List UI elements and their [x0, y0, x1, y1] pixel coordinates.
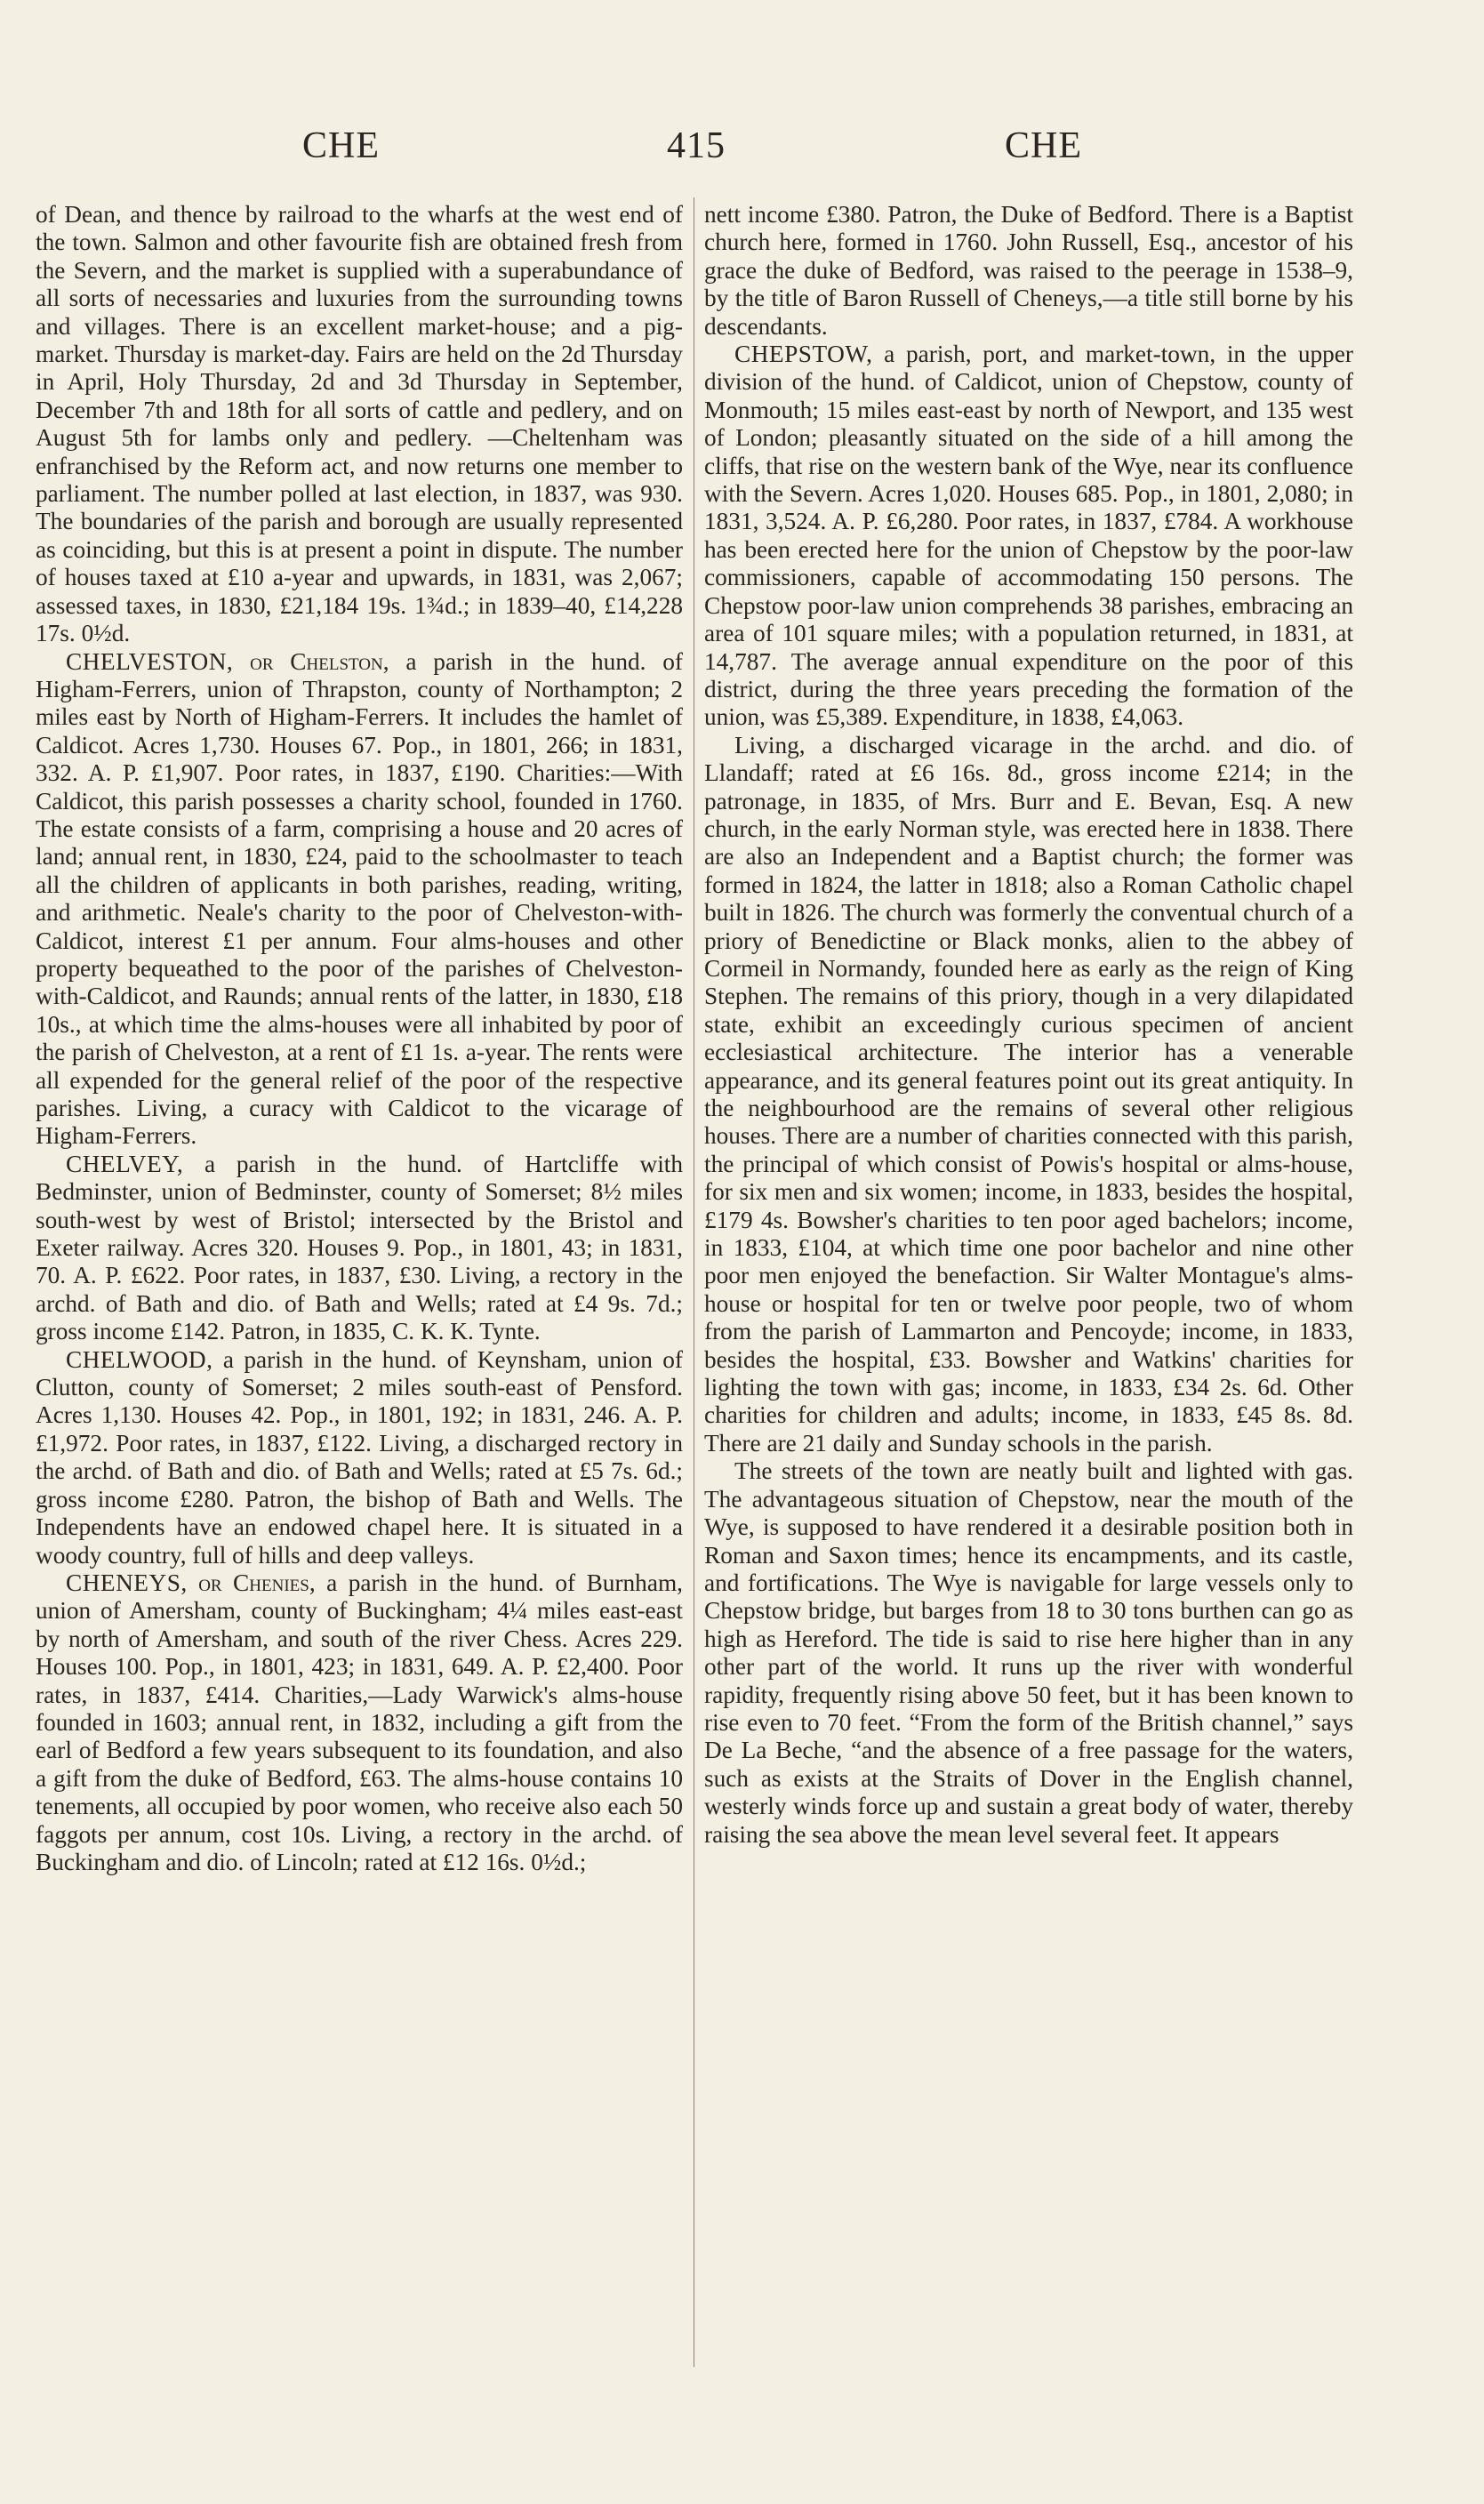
- entry-text: of Dean, and thence by railroad to the wharfs at the west end of the town. Salmon and other favourite fish are obtained fresh from the Severn, and the market is supplied with a superabundance of all sorts of necessaries and luxuries from the surrounding towns and villages. There is an excellent market-house; and a pig-market. Thursday is market-day. Fairs are held on the 2d Thursday in April, Holy Thursday, 2d and 3d Thursday in September, December 7th and 18th for all sorts of cattle and pedlery, and on August 5th for lambs only and pedlery. —Cheltenham was enfranchised by the Reform act, and now returns one member to parliament. The number polled at last election, in 1837, was 930. The boundaries of the parish and borough are usually represented as coinciding, but this is at present a point in dispute. The number of houses taxed at £10 a-year and upwards, in 1831, was 2,067; assessed taxes, in 1830, £21,184 19s. 1¾d.; in 1839–40, £14,228 17s. 0½d.: [36, 201, 683, 647]
- entry-text: a parish in the hund. of Higham-Ferrers, union of Thrapston, county of Northampton; 2 miles east by North of Higham-Ferrers. It includes the hamlet of Caldicot. Acres 1,730. Houses 67. Pop., in 1801, 266; in 1831, 332. A. P. £1,907. Poor rates, in 1837, £190. Charities:—With Caldicot, this parish possesses a charity school, founded in 1760. The estate consists of a farm, comprising a house and 20 acres of land; annual rent, in 1830, £24, paid to the schoolmaster to teach all the children of applicants in both parishes, reading, writing, and arithmetic. Neale's charity to the poor of Chelveston-with-Caldicot, interest £1 per annum. Four alms-houses and other property bequeathed to the poor of the parishes of Chelveston-with-Caldicot, and Raunds; annual rents of the latter, in 1830, £18 10s., at which time the alms-houses were all inhabited by poor of the parish of Chelveston, at a rent of £1 1s. a-year. The rents were all expended for the general relief of the poor of the respective parishes. Living, a curacy with Caldicot to the vicarage of Higham-Ferrers.: [36, 647, 684, 1150]
- entry-headword: CHENEYS,: [66, 1569, 188, 1596]
- entry-text: a parish, port, and market-town, in the upper division of the hund. of Caldicot, union of Chepstow, county of Monmouth; 15 miles east-east by north of Newport, and 135 west of London; pleasantly situated on the side of a hill among the cliffs, that rise on the western bank of the Wye, near its confluence with the Severn. Acres 1,020. Houses 685. Pop., in 1801, 2,080; in 1831, 3,524. A. P. £6,280. Poor rates, in 1837, £784. A workhouse has been erected here for the union of Chepstow by the poor-law commissioners, capable of accommodating 150 persons. The Chepstow poor-law union comprehends 38 parishes, embracing an area of 101 square miles; with a population returned, in 1831, at 14,787. The average annual expenditure on the poor of this district, during the three years preceding the formation of the union, was £5,389. Expenditure, in 1838, £4,063.: [704, 341, 1354, 731]
- paragraph: [704, 201, 1353, 341]
- left-column: [36, 201, 683, 1876]
- page-number: 415: [667, 125, 726, 166]
- entry-text: a parish in the hund. of Keynsham, union of Clutton, county of Somerset; 2 miles south-east of Pensford. Acres 1,130. Houses 42. Pop., in 1801, 192; in 1831, 246. A. P. £1,972. Poor rates, in 1837, £122. Living, a discharged rectory in the archd. of Bath and dio. of Bath and Wells; rated at £5 7s. 6d.; gross income £280. Patron, the bishop of Bath and Wells. The Independents have an endowed chapel here. It is situated in a woody country, full of hills and deep valleys.: [36, 1345, 683, 1569]
- entry-headword: CHEPSTOW,: [734, 341, 873, 368]
- entry-headword: CHELWOOD,: [66, 1345, 213, 1373]
- header-right-guide-word: CHE: [1005, 125, 1082, 166]
- gazetteer-entry: [36, 1346, 683, 1569]
- entry-alternate-name: or Chenies,: [198, 1569, 316, 1596]
- running-header: [53, 124, 1369, 178]
- entry-text: nett income £380. Patron, the Duke of Bedford. There is a Baptist church here, formed in 1760. John Russell, Esq., ancestor of his grace the duke of Bedford, was raised to the peerage in 1538–9, by the title of Baron Russell of Cheneys,—a title still borne by his descendants.: [704, 201, 1353, 340]
- entry-alternate-name: or Chelston,: [250, 647, 389, 675]
- paragraph: [36, 201, 683, 648]
- gazetteer-entry: [36, 1151, 683, 1346]
- paragraph: [704, 732, 1353, 1458]
- entry-text: a parish in the hund. of Burnham, union of Amersham, county of Buckingham; 4¼ miles east-east by north of Amersham, and south of the river Chess. Acres 229. Houses 100. Pop., in 1801, 423; in 1831, 649. A. P. £2,400. Poor rates, in 1837, £414. Charities,—Lady Warwick's alms-house founded in 1603; annual rent, in 1832, including a gift from the earl of Bedford a few years subsequent to its foundation, and also a gift from the duke of Bedford, £63. The alms-house contains 10 tenements, all occupied by poor women, who receive also each 50 faggots per annum, cost 10s. Living, a rectory in the archd. of Buckingham and dio. of Lincoln; rated at £12 16s. 0½d.;: [36, 1569, 683, 1875]
- entry-text: The streets of the town are neatly built and lighted with gas. The advantageous situation of Chepstow, near the mouth of the Wye, is supposed to have rendered it a desirable position both in Roman and Saxon times; hence its encampments, and its castle, and fortifications. The Wye is navigable for large vessels only to Chepstow bridge, but barges from 18 to 30 tons burthen can go as high as Hereford. The tide is said to rise here higher than in any other part of the world. It runs up the river with wonderful rapidity, frequently rising above 50 feet, but it has been known to rise even to 70 feet. “From the form of the British channel,” says De La Beche, “and the absence of a free passage for the waters, such as exists at the Straits of Dover in the English channel, westerly winds force up and sustain a great body of water, thereby raising the sea above the mean level several feet. It appears: [704, 1457, 1353, 1848]
- entry-headword: CHELVESTON,: [66, 647, 234, 675]
- entry-headword: CHELVEY,: [66, 1150, 184, 1177]
- right-column: [704, 201, 1353, 1849]
- gazetteer-entry: [704, 341, 1353, 732]
- paragraph: [704, 1457, 1353, 1849]
- entry-text: Living, a discharged vicarage in the archd. and dio. of Llandaff; rated at £6 16s. 8d., gross income £214; in the patronage, in 1835, of Mrs. Burr and E. Bevan, Esq. A new church, in the early Norman style, was erected here in 1838. There are also an Independent and a Baptist church; the former was formed in 1824, the latter in 1818; also a Roman Catholic chapel built in 1826. The church was formerly the conventual church of a priory of Benedictine or Black monks, alien to the abbey of Cormeil in Normandy, founded here as early as the reign of King Stephen. The remains of this priory, though in a very dilapidated state, exhibit an exceedingly curious specimen of ancient ecclesiastical architecture. The interior has a venerable appearance, and its general features point out its great antiquity. In the neighbourhood are the remains of several other religious houses. There are a number of charities connected with this parish, the principal of which consist of Powis's hospital or alms-house, for six men and six women; income, in 1833, besides the hospital, £179 4s. Bowsher's charities to ten poor aged bachelors; income, in 1833, £104, at which time one poor bachelor and nine other poor men enjoyed the benefaction. Sir Walter Montague's alms-house or hospital for ten or twelve poor people, two of whom from the parish of Lammarton and Pencoyde; income, in 1833, besides the hospital, £33. Bowsher and Watkins' charities for lighting the town with gas; income, in 1833, £34 2s. 6d. Other charities for children and adults; income, in 1833, £45 8s. 8d. There are 21 daily and Sunday schools in the parish.: [704, 731, 1353, 1457]
- header-left-guide-word: CHE: [302, 125, 380, 166]
- gazetteer-entry: [36, 1569, 683, 1876]
- entry-text: a parish in the hund. of Hartcliffe with Bedminster, union of Bedminster, county of Somerset; 8½ miles south-west by west of Bristol; intersected by the Bristol and Exeter railway. Acres 320. Houses 9. Pop., in 1801, 43; in 1831, 70. A. P. £622. Poor rates, in 1837, £30. Living, a rectory in the archd. of Bath and dio. of Bath and Wells; rated at £4 9s. 7d.; gross income £142. Patron, in 1835, C. K. K. Tynte.: [36, 1150, 684, 1345]
- gazetteer-entry: [36, 648, 683, 1151]
